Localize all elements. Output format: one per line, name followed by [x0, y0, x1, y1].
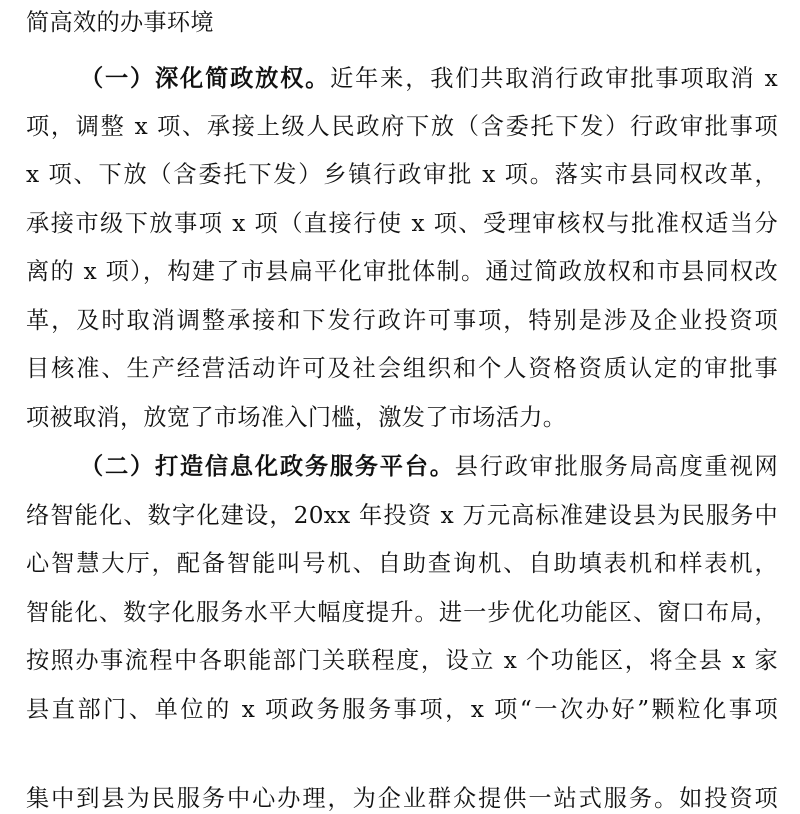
text-line-11: 络智能化、数字化建设，20xx 年投资 x 万元高标准建设县为民服务中	[26, 502, 778, 529]
text-line-14: 按照办事流程中各职能部门关联程度，设立 x 个功能区，将全县 x 家	[26, 647, 778, 674]
text-line-3: 项，调整 x 项、承接上级人民政府下放（含委托下发）行政审批事项	[26, 113, 778, 140]
section-heading-2: （二）打造信息化政务服务平台。	[80, 453, 455, 480]
text-line-13: 智能化、数字化服务水平大幅度提升。进一步优化功能区、窗口布局，	[26, 599, 778, 626]
text-line-7: 革，及时取消调整承接和下发行政许可事项，特别是涉及企业投资项	[26, 307, 778, 334]
text-line-1: 简高效的办事环境	[26, 9, 214, 36]
text-line-8: 目核准、生产经营活动许可及社会组织和个人资格资质认定的审批事	[26, 355, 778, 382]
text-line-16: 集中到县为民服务中心办理，为企业群众提供一站式服务。如投资项	[26, 785, 778, 812]
text-line-15: 县直部门、单位的 x 项政务服务事项，x 项“一次办好”颗粒化事项	[26, 696, 778, 723]
section-heading-1: （一）深化简政放权。	[80, 65, 331, 92]
text-line-9: 项被取消，放宽了市场准入门槛，激发了市场活力。	[26, 404, 567, 431]
text-line-5: 承接市级下放事项 x 项（直接行使 x 项、受理审核权与批准权适当分	[26, 210, 778, 237]
text-line-10: （二）打造信息化政务服务平台。县行政审批服务局高度重视网	[80, 453, 779, 480]
text-line-4: x 项、下放（含委托下发）乡镇行政审批 x 项。落实市县同权改革，	[26, 161, 778, 188]
text-line-6: 离的 x 项），构建了市县扁平化审批体制。通过简政放权和市县同权改	[26, 258, 778, 285]
text-line-12: 心智慧大厅，配备智能叫号机、自助查询机、自助填表机和样表机，	[26, 550, 778, 577]
text-line-2: （一）深化简政放权。近年来，我们共取消行政审批事项取消 x	[80, 65, 778, 92]
